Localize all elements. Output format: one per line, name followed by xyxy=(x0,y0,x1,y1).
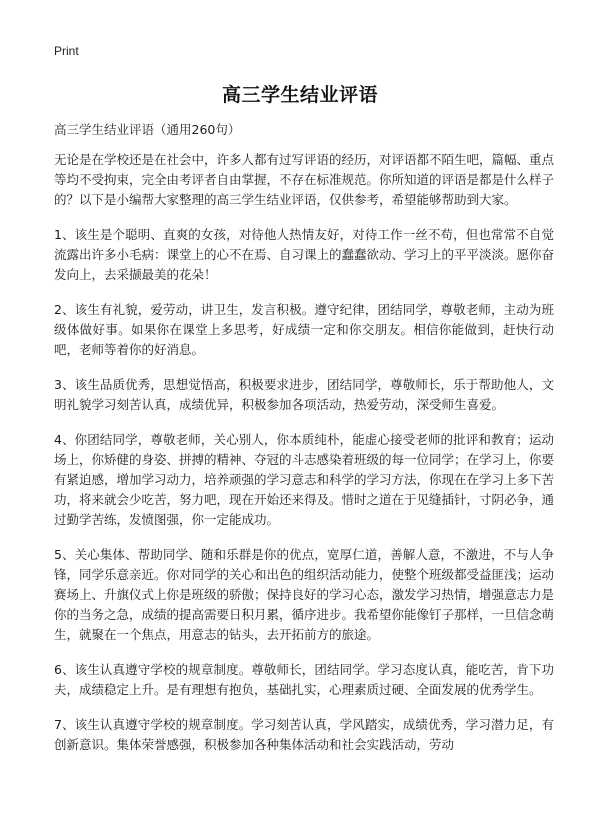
comment-paragraph-6: 6、该生认真遵守学校的规章制度。尊敬师长，团结同学。学习态度认真，能吃苦，肯下功夫，成绩稳定上升。是有理想有抱负，基础扎实，心理素质过硬、全面发展的优秀学生。 xyxy=(54,662,554,697)
comment-paragraph-1: 1、该生是个聪明、直爽的女孩，对待他人热情友好，对待工作一丝不苟，但也常常不自觉流露出许多小毛病：课堂上的心不在焉、自习课上的蠢蠢欲动、学习上的平平淡淡。愿你奋发向上，去采撷最美的花朵！ xyxy=(54,227,555,282)
print-link[interactable]: Print xyxy=(54,44,79,58)
document-subtitle: 高三学生结业评语（通用260句） xyxy=(54,122,241,137)
document-body xyxy=(54,150,554,770)
comment-paragraph-3: 3、该生品质优秀，思想觉悟高，积极要求进步，团结同学，尊敬师长，乐于帮助他人，文明礼貌学习刻苦认真，成绩优异，积极参加各项活动，热爱劳动，深受师生喜爱。 xyxy=(54,377,554,412)
comment-paragraph-4: 4、你团结同学，尊敬老师，关心别人，你本质纯朴，能虚心接受老师的批评和教育；运动场上，你矫健的身姿、拼搏的精神、夺冠的斗志感染着班级的每一位同学；在学习上，你要有紧迫感，增加学习动力，培养顽强的学习意志和科学的学习方法，你现在在学习上多下苦功，将来就会少吃苦，努力吧，现在开始还来得及。惜时之道在于见缝插针，寸阴必争，通过勤学苦练，发愤图强，你一定能成功。 xyxy=(54,432,555,527)
intro-paragraph: 无论是在学校还是在社会中，许多人都有过写评语的经历，对评语都不陌生吧，篇幅、重点等均不受拘束，完全由考评者自由掌握，不存在标准规范。你所知道的评语是都是什么样子的？以下是小编帮大家整理的高三学生结业评语，仅供参考，希望能够帮助到大家。 xyxy=(54,152,555,207)
page-title: 高三学生结业评语 xyxy=(221,84,378,106)
comment-paragraph-7: 7、该生认真遵守学校的规章制度。学习刻苦认真，学风踏实，成绩优秀，学习潜力足，有创新意识。集体荣誉感强，积极参加各种集体活动和社会实践活动，劳动 xyxy=(54,717,554,752)
comment-paragraph-2: 2、该生有礼貌，爱劳动，讲卫生，发言积极。遵守纪律，团结同学，尊敬老师，主动为班级体做好事。如果你在课堂上多思考，好成绩一定和你交朋友。相信你能做到，赶快行动吧，老师等着你的好消息。 xyxy=(54,302,554,357)
comment-paragraph-5: 5、关心集体、帮助同学、随和乐群是你的优点，宽厚仁道，善解人意，不激进，不与人争锋，同学乐意亲近。你对同学的关心和出色的组织活动能力，使整个班级都受益匪浅；运动赛场上、升旗仪式上你是班级的骄傲；保持良好的学习心态，激发学习热情，增强意志力是你的当务之急，成绩的提高需要日积月累，循序进步。我希望你能像钉子那样，一旦信念萌生，就聚在一个焦点，用意志的钻头，去开拓前方的旅途。 xyxy=(54,547,555,642)
